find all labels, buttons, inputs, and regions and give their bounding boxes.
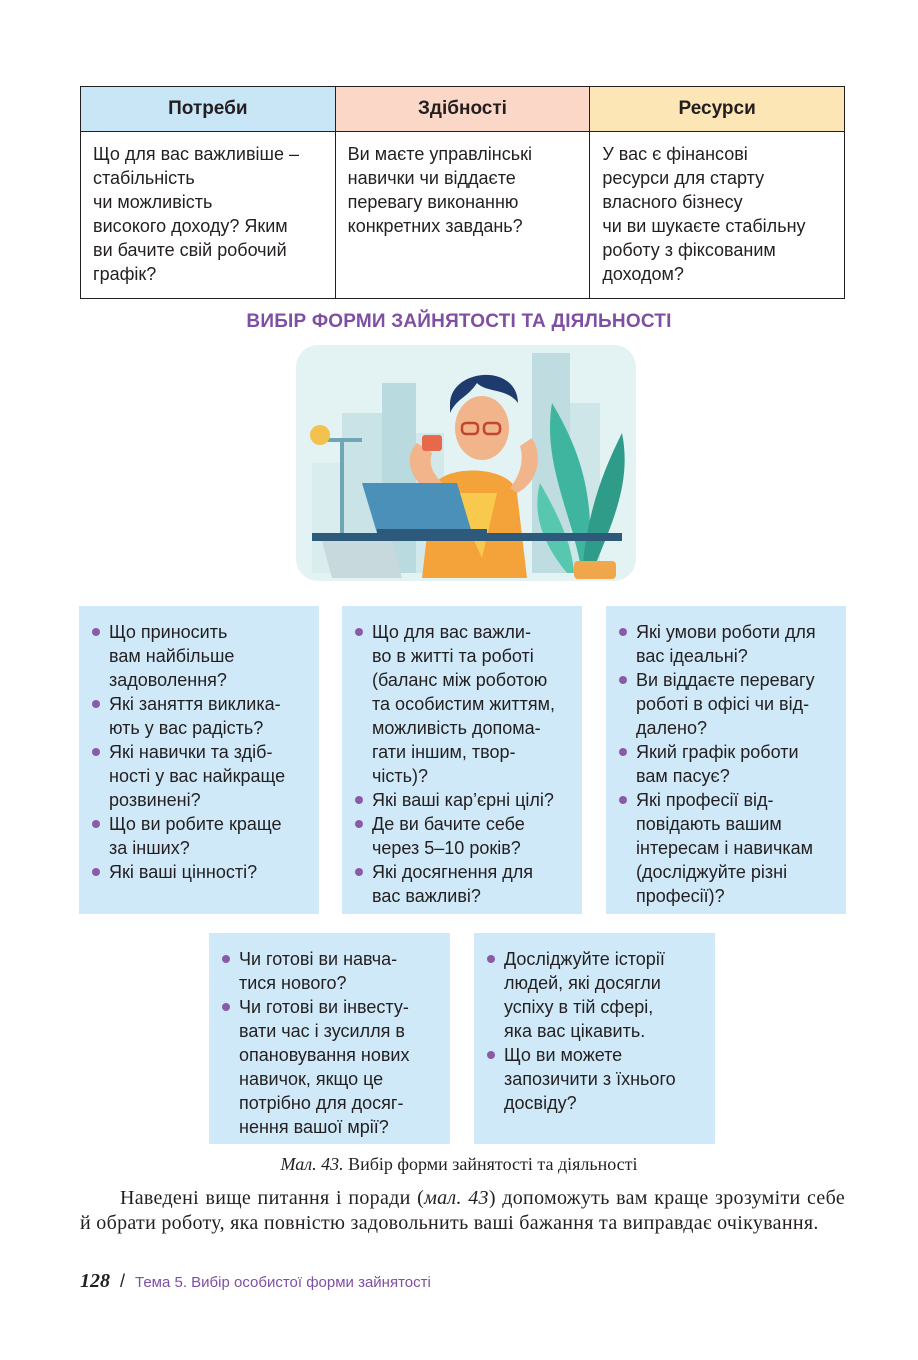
- list-item: Чи готові ви інвесту- вати час і зусилля в опановування нових навичок, якщо це потрібно для досяг- нення вашої мрії?: [221, 995, 440, 1139]
- bullet-list: [354, 620, 572, 908]
- list-item: Які ваші кар’єрні цілі?: [354, 788, 572, 812]
- list-item: Що приносить вам найбільше задоволення?: [91, 620, 309, 692]
- list-item: Який графік роботи вам пасує?: [618, 740, 836, 788]
- footer-topic: Тема 5. Вибір особистої форми зайнятості: [135, 1274, 431, 1291]
- list-item: Що для вас важли- во в житті та роботі (баланс між роботою та особистим життям, можливість допома- гати іншим, твор- чість)?: [354, 620, 572, 788]
- list-item: Які досягнення для вас важливі?: [354, 860, 572, 908]
- bullet-list: [486, 947, 705, 1115]
- cell-resources-text: У вас є фінансові ресурси для старту власного бізнесу чи ви шукаєте стабільну роботу з фіксованим доходом?: [602, 144, 806, 284]
- page-footer: [80, 1270, 431, 1293]
- body-text-after: ) допоможуть вам краще зрозуміти себе й обрати роботу, яка повністю задовольнить ваші бажання та виправдає очікування.: [80, 1187, 845, 1234]
- list-item: Що ви можете запозичити з їхнього досвіду?: [486, 1043, 705, 1115]
- list-item: Які заняття виклика- ють у вас радість?: [91, 692, 309, 740]
- figure-label: Мал. 43.: [280, 1154, 344, 1174]
- list-item: Чи готові ви навча- тися нового?: [221, 947, 440, 995]
- list-item: Які навички та здіб- ності у вас найкраще розвинені?: [91, 740, 309, 812]
- info-box-conditions: [606, 606, 846, 914]
- list-item: Ви віддаєте перевагу роботі в офісі чи від- далено?: [618, 668, 836, 740]
- list-item: Досліджуйте історії людей, які досягли успіху в тій сфері, яка вас цікавить.: [486, 947, 705, 1043]
- header-needs: Потреби: [81, 87, 336, 132]
- cell-needs-text: Що для вас важливіше – стабільність чи можливість високого доходу? Яким ви бачите свій робочий графік?: [93, 144, 300, 284]
- cell-abilities: [335, 132, 590, 299]
- info-box-stories: [474, 933, 715, 1144]
- section-title: ВИБІР ФОРМИ ЗАЙНЯТОСТІ ТА ДІЯЛЬНОСТІ: [246, 311, 672, 332]
- figure-reference: мал. 43: [424, 1187, 489, 1209]
- list-item: Які ваші цінності?: [91, 860, 309, 884]
- footer-separator: /: [120, 1271, 126, 1291]
- figure-caption: [0, 1154, 918, 1175]
- page-number: 128: [80, 1270, 110, 1292]
- list-item: Які умови роботи для вас ідеальні?: [618, 620, 836, 668]
- comparison-table: [80, 86, 845, 299]
- list-item: Де ви бачите себе через 5–10 років?: [354, 812, 572, 860]
- body-text-before: Наведені вище питання і поради (: [120, 1187, 425, 1209]
- list-item: Які професії від- повідають вашим інтересам і навичкам (досліджуйте різні професії)?: [618, 788, 836, 908]
- cell-needs: [81, 132, 336, 299]
- office-worker-illustration: [282, 343, 642, 588]
- header-abilities: Здібності: [335, 87, 590, 132]
- info-box-interests: [79, 606, 319, 914]
- list-item: Що ви робите краще за інших?: [91, 812, 309, 860]
- bullet-list: [91, 620, 309, 884]
- info-box-values: [342, 606, 582, 914]
- bullet-list: [221, 947, 440, 1139]
- bullet-list: [618, 620, 836, 908]
- cell-abilities-text: Ви маєте управлінські навички чи віддаєте перевагу виконанню конкретних завдань?: [347, 144, 532, 236]
- cell-resources: [590, 132, 845, 299]
- body-paragraph: [80, 1186, 845, 1236]
- info-box-learning: [209, 933, 450, 1144]
- header-resources: Ресурси: [590, 87, 845, 132]
- figure-caption-text: Вибір форми зайнятості та діяльності: [343, 1154, 638, 1174]
